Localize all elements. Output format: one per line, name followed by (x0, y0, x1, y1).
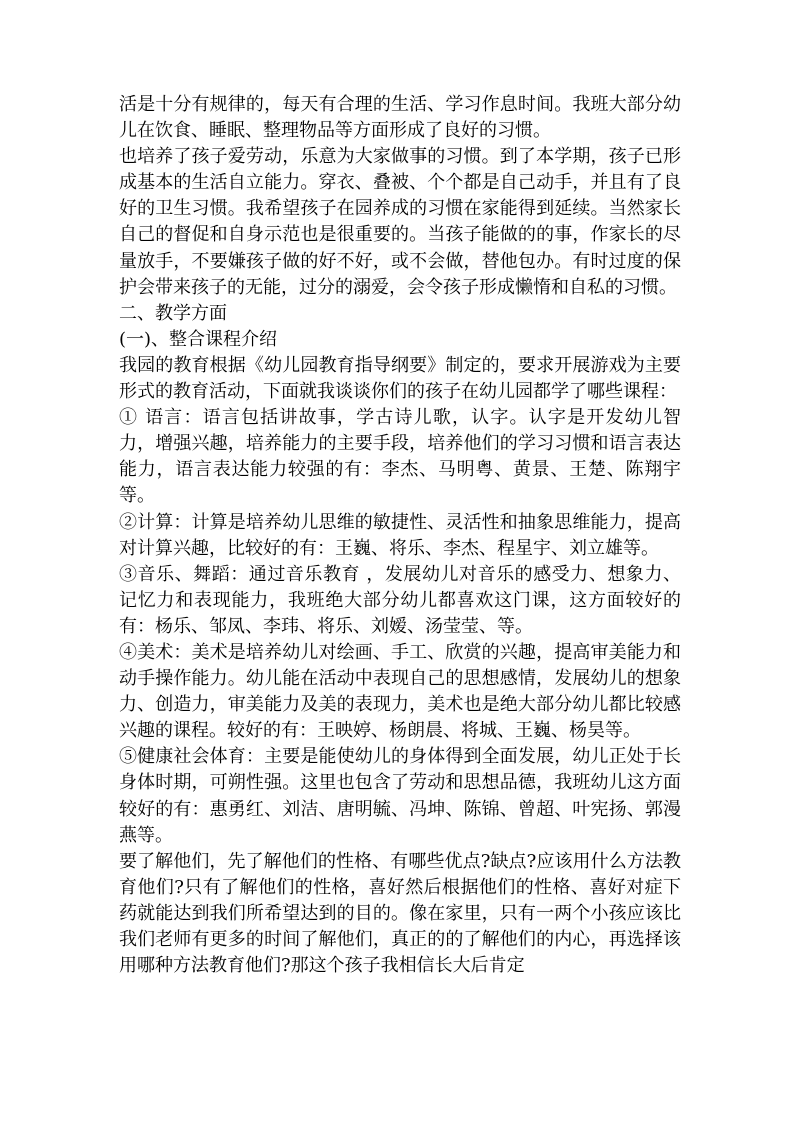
paragraph-self-reliance: 也培养了孩子爱劳动，乐意为大家做事的习惯。到了本学期，孩子已形成基本的生活自立能力。穿衣、叠被、个个都是自己动手，并且有了良好的卫生习惯。我希望孩子在园养成的习惯在家能得到延续。当然家长自己的督促和自身示范也是很重要的。当孩子能做的的事，作家长的尽量放手，不要嫌孩子做的好不好，或不会做，替他包办。有时过度的保护会带来孩子的无能，过分的溺爱，会令孩子形成懒惰和自私的习惯。 (119, 146, 681, 298)
paragraph-curriculum-intro: 我园的教育根据《幼儿园教育指导纲要》制定的，要求开展游戏为主要形式的教育活动，下面就我谈谈你们的孩子在幼儿园都学了哪些课程： (119, 354, 681, 403)
paragraph-understanding-children: 要了解他们，先了解他们的性格、有哪些优点?缺点?应该用什么方法教育他们?只有了解他们的性格，喜好然后根据他们的性格、喜好对症下药就能达到我们所希望达到的目的。像在家里，只有一两个小孩应该比我们老师有更多的时间了解他们，真正的的了解他们的内心，再选择该用哪种方法教育他们?那这个孩子我相信长大后肯定 (119, 850, 681, 977)
subsection-heading-curriculum: (一)、整合课程介绍 (119, 328, 278, 350)
section-heading-teaching: 二、教学方面 (119, 302, 227, 324)
paragraph-health-social-pe: ⑤健康社会体育：主要是能使幼儿的身体得到全面发展，幼儿正处于长身体时期，可朔性强。这里也包含了劳动和思想品德，我班幼儿这方面较好的有：惠勇红、刘洁、唐明毓、冯坤、陈锦、曾超、叶宪扬、郭漫燕等。 (119, 746, 681, 846)
paragraph-daily-routine: 活是十分有规律的，每天有合理的生活、学习作息时间。我班大部分幼儿在饮食、睡眠、整理物品等方面形成了良好的习惯。 (119, 94, 681, 142)
paragraph-language: ① 语言：语言包括讲故事，学古诗儿歌，认字。认字是开发幼儿智力，增强兴趣，培养能力的主要手段，培养他们的学习习惯和语言表达能力，语言表达能力较强的有：李杰、马明粤、黄景、王楚、陈翔宇等。 (119, 407, 681, 507)
paragraph-math: ②计算：计算是培养幼儿思维的敏捷性、灵活性和抽象思维能力，提高对计算兴趣，比较好的有：王巍、将乐、李杰、程星宇、刘立雄等。 (119, 511, 681, 559)
document-page (119, 92, 681, 979)
paragraph-art: ④美术：美术是培养幼儿对绘画、手工、欣赏的兴趣，提高审美能力和动手操作能力。幼儿能在活动中表现自己的思想感情，发展幼儿的想象力、创造力，审美能力及美的表现力，美术也是绝大部分幼儿都比较感兴趣的课程。较好的有：王映婷、杨朗晨、将城、王巍、杨昊等。 (119, 641, 681, 742)
paragraph-music-dance: ③音乐、舞蹈：通过音乐教育 ，发展幼儿对音乐的感受力、想象力、记忆力和表现能力，我班绝大部分幼儿都喜欢这门课，这方面较好的有：杨乐、邹凤、李玮、将乐、刘嫒、汤莹莹、等。 (119, 563, 681, 637)
